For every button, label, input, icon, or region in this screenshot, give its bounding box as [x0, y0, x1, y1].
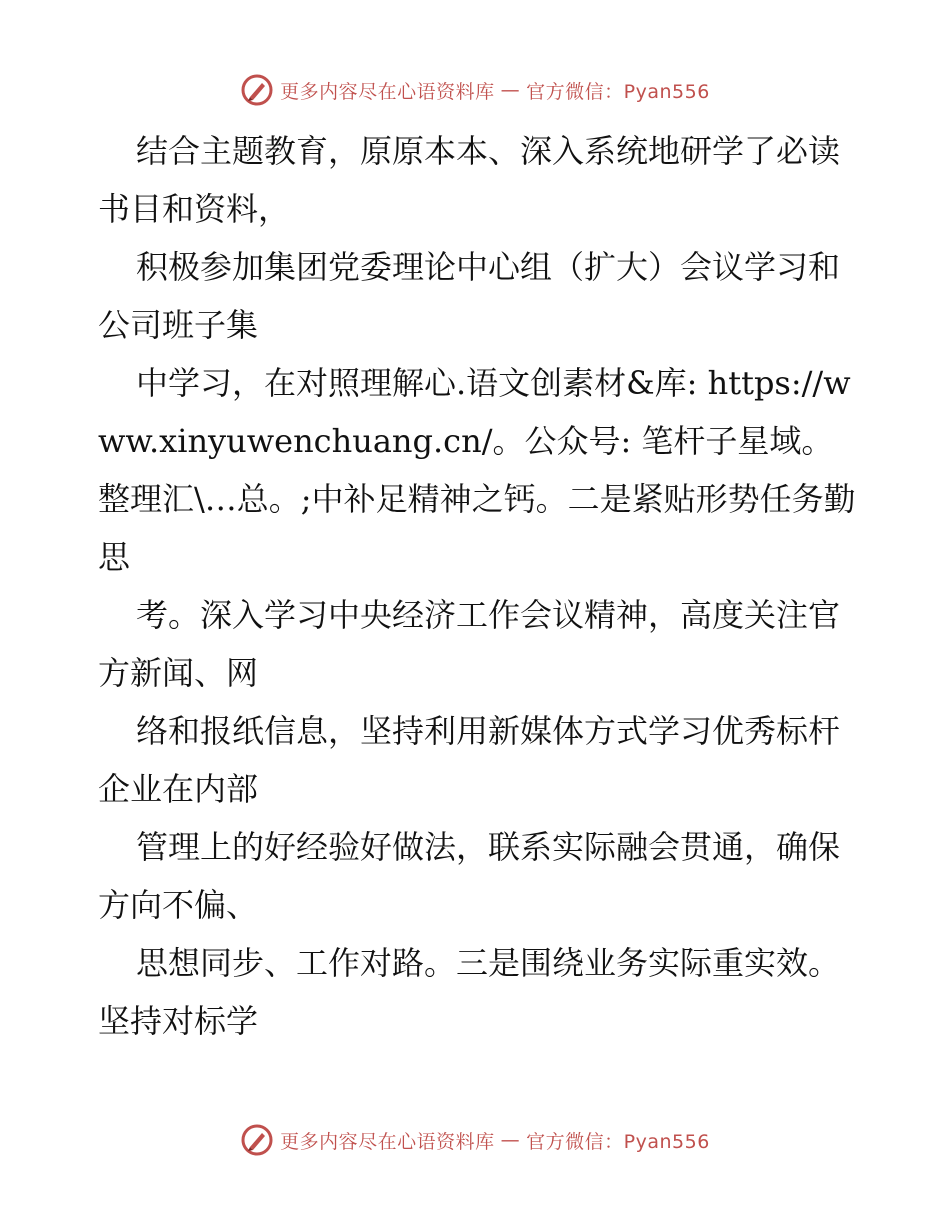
paragraph: 思想同步、工作对路。三是围绕业务实际重实效。坚持对标学: [98, 944, 841, 1040]
paragraph: 中学习，在对照理解心.语文创素材&库: https://www.xinyuwenchuang.cn/。公众号: 笔杆子星域。整理汇\…总。;中补足精神之钙。二是紧贴形势任务勤思: [98, 364, 856, 576]
header-banner-wechat: 官方微信：Pyan556: [526, 80, 710, 103]
paragraph: 结合主题教育，原原本本、深入系统地研学了必读书目和资料，: [98, 132, 841, 228]
header-banner-main: 更多内容尽在心语资料库: [280, 80, 495, 103]
pen-logo-icon: [240, 73, 274, 107]
footer-banner-wechat: 官方微信：Pyan556: [526, 1130, 710, 1153]
paragraph: 考。深入学习中央经济工作会议精神，高度关注官方新闻、网: [98, 596, 841, 692]
footer-banner-main: 更多内容尽在心语资料库: [280, 1130, 495, 1153]
header-banner-inner: [240, 73, 710, 107]
footer-banner-inner: [240, 1123, 710, 1157]
footer-banner-dash: —: [500, 1129, 521, 1151]
footer-banner: [0, 1120, 950, 1160]
paragraph: 络和报纸信息，坚持利用新媒体方式学习优秀标杆企业在内部: [98, 712, 841, 808]
document-body: [98, 122, 858, 1050]
header-banner-dash: —: [500, 79, 521, 101]
paragraph: 积极参加集团党委理论中心组（扩大）会议学习和公司班子集: [98, 248, 841, 344]
paragraph: 管理上的好经验好做法，联系实际融会贯通，确保方向不偏、: [98, 828, 841, 924]
pen-logo-icon: [240, 1123, 274, 1157]
header-banner: [0, 70, 950, 110]
